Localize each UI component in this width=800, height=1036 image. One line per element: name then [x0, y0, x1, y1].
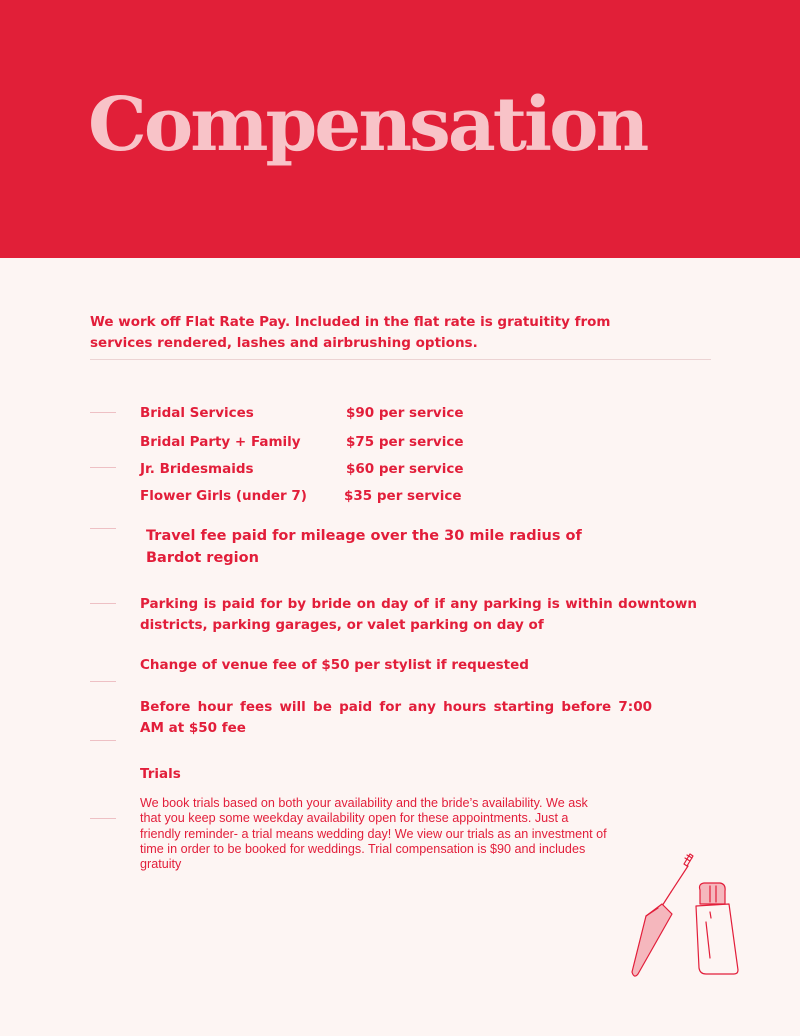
parking-text: Parking is paid for by bride on day of if any parking is within downtown districts, parking garages, or valet parking on day of	[140, 596, 697, 633]
bullet-dash	[90, 818, 116, 819]
bullet-dash	[90, 740, 116, 741]
venue-fee-text: Change of venue fee of $50 per stylist if requested	[140, 657, 529, 673]
travel-fee-text: Travel fee paid for mileage over the 30 mile radius of Bardot region	[146, 528, 582, 566]
trials-heading: Trials	[140, 766, 181, 782]
bullet-dash	[90, 603, 116, 604]
page-title: Compensation	[88, 82, 647, 168]
bottle-icon	[696, 883, 738, 974]
bullet-dash	[90, 467, 116, 468]
bullet-dash	[90, 681, 116, 682]
service-price: $90 per service	[346, 405, 464, 421]
header-banner	[0, 0, 800, 258]
bullet-dash	[90, 412, 116, 413]
service-price: $35 per service	[344, 488, 462, 504]
service-name: Bridal Services	[140, 405, 254, 421]
service-price: $75 per service	[346, 434, 464, 450]
divider	[90, 359, 711, 360]
service-name: Flower Girls (under 7)	[140, 488, 307, 504]
bullet-dash	[90, 528, 116, 529]
trials-body: We book trials based on both your availability and the bride’s availability. We ask that you keep some weekday availability open for these appointments. Just a friendly reminder- a trial means wedding day! We view our trials as an investment of time in order to be booked for weddings. Trial compensation is $90 and includes gratuity	[140, 796, 607, 872]
makeup-illustration	[624, 846, 744, 980]
intro-text: We work off Flat Rate Pay. Included in the flat rate is gratuitity from services rendered, lashes and airbrushing options.	[90, 314, 611, 351]
before-hour-text: Before hour fees will be paid for any hours starting before 7:00 AM at $50 fee	[140, 699, 652, 736]
service-price: $60 per service	[346, 461, 464, 477]
mascara-wand-icon	[632, 854, 693, 976]
service-name: Jr. Bridesmaids	[140, 461, 254, 477]
service-name: Bridal Party + Family	[140, 434, 301, 450]
